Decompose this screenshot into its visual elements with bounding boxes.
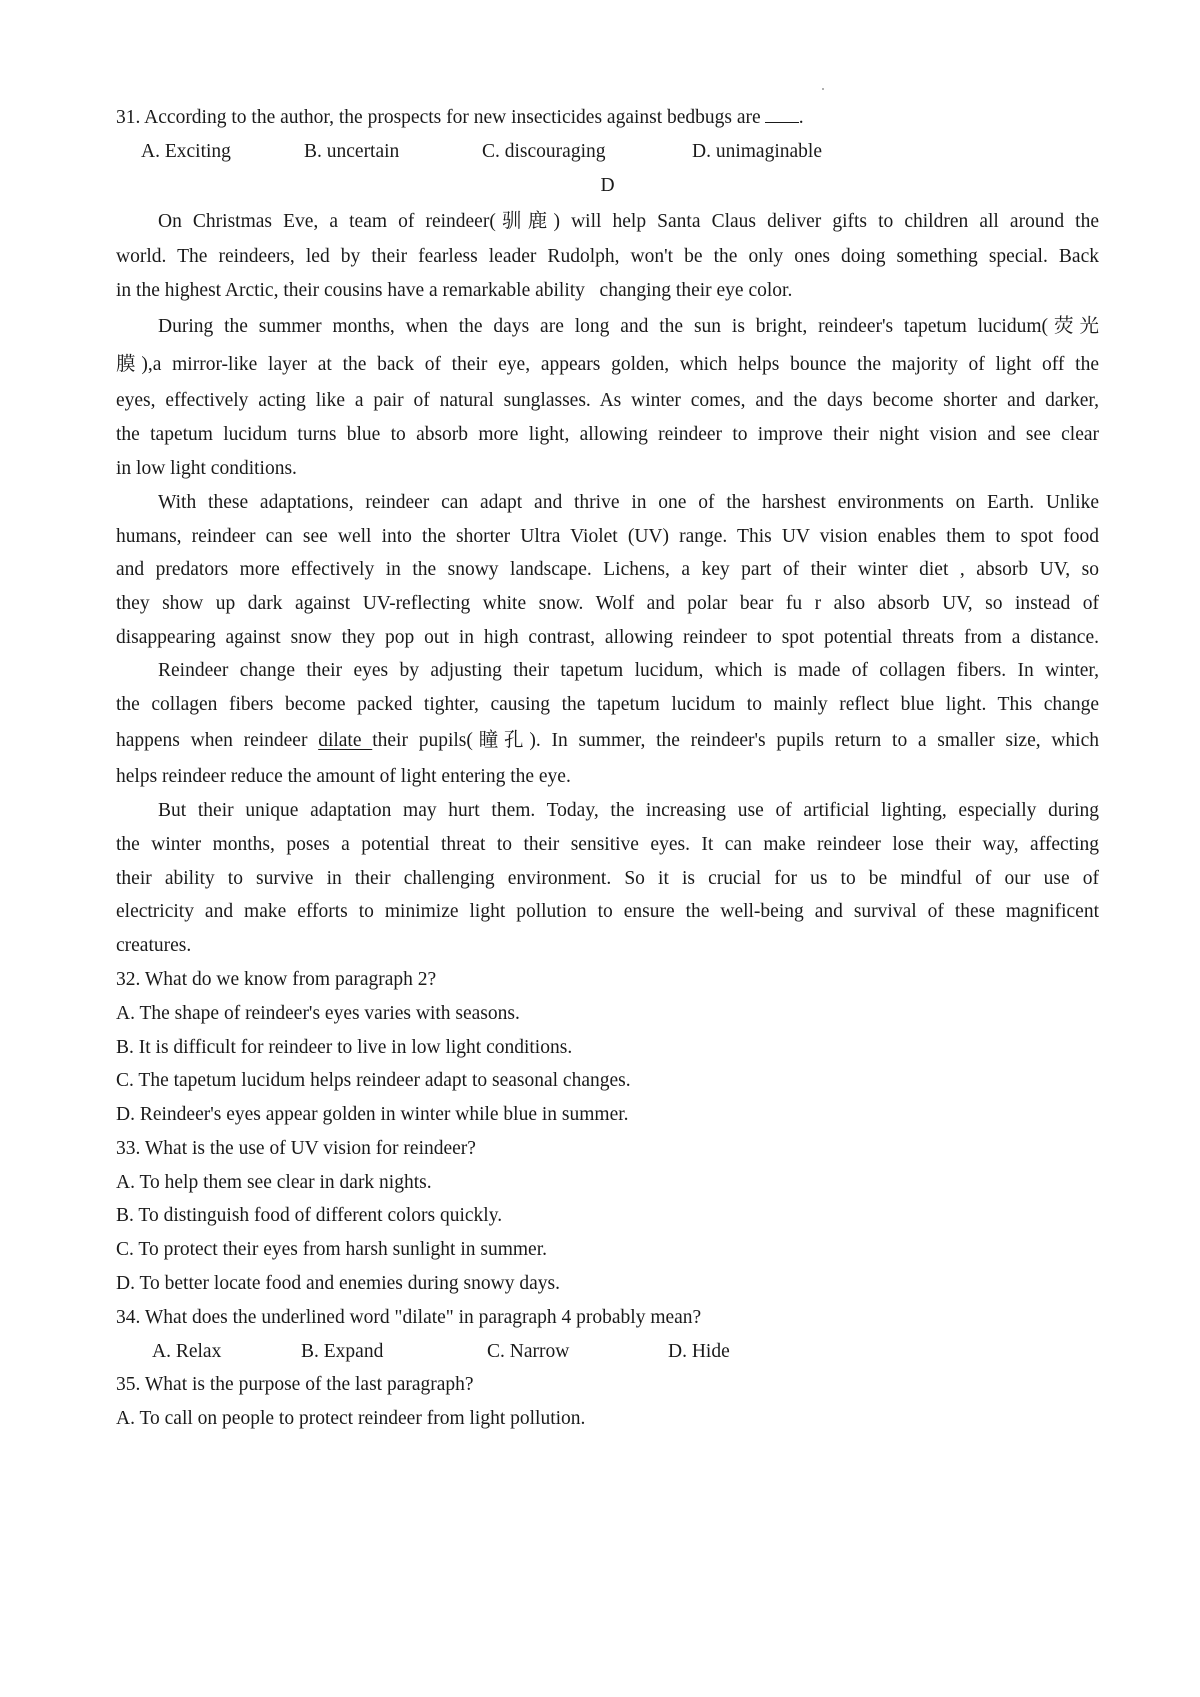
q34-option-d: D. Hide xyxy=(668,1341,730,1362)
question-34: 34. What does the underlined word "dilate" in paragraph 4 probably mean? xyxy=(116,1307,702,1328)
q31-option-d: D. unimaginable xyxy=(692,141,822,162)
q34-option-b: B. Expand xyxy=(301,1341,384,1362)
underlined-word-dilate: dilate xyxy=(318,730,373,751)
paragraph-4-line xyxy=(116,729,1099,753)
q35-option-a: A. To call on people to protect reindeer from light pollution. xyxy=(116,1408,586,1429)
paragraph-4-text: their pupils(瞳孔). In summer, the reindeer's pupils return to a smaller size, which xyxy=(372,730,1099,751)
paragraph-5-line: their ability to survive in their challenging environment. So it is crucial for us to be mindful of our use of xyxy=(116,868,1099,889)
question-32: 32. What do we know from paragraph 2? xyxy=(116,969,437,990)
question-31 xyxy=(116,106,1099,130)
paragraph-2-line: eyes, effectively acting like a pair of natural sunglasses. As winter comes, and the days become shorter and darker, xyxy=(116,390,1099,411)
paragraph-3-line: and predators more effectively in the snowy landscape. Lichens, a key part of their winter diet , absorb UV, so xyxy=(116,559,1099,580)
paragraph-2-line: the tapetum lucidum turns blue to absorb more light, allowing reindeer to improve their night vision and see clear xyxy=(116,424,1099,445)
question-33: 33. What is the use of UV vision for reindeer? xyxy=(116,1138,476,1159)
section-label: D xyxy=(600,175,615,196)
paragraph-5-line: the winter months, poses a potential threat to their sensitive eyes. It can make reindeer lose their way, affecting xyxy=(116,834,1099,855)
paragraph-3-line: they show up dark against UV-reflecting white snow. Wolf and polar bear fu r also absorb UV, so instead of xyxy=(116,593,1099,614)
q34-option-a: A. Relax xyxy=(152,1341,222,1362)
q31-option-a: A. Exciting xyxy=(141,141,231,162)
paragraph-4-line: Reindeer change their eyes by adjusting their tapetum lucidum, which is made of collagen fibers. In winter, xyxy=(158,660,1099,681)
answer-blank xyxy=(765,106,799,123)
paragraph-1-line: in the highest Arctic, their cousins have a remarkable ability changing their eye color. xyxy=(116,280,793,301)
question-31-text: 31. According to the author, the prospects for new insecticides against bedbugs are xyxy=(116,107,761,128)
q32-option-d: D. Reindeer's eyes appear golden in winter while blue in summer. xyxy=(116,1104,629,1125)
q34-option-c: C. Narrow xyxy=(487,1341,570,1362)
question-31-end: . xyxy=(798,107,804,128)
q32-option-c: C. The tapetum lucidum helps reindeer adapt to seasonal changes. xyxy=(116,1070,631,1091)
q33-option-d: D. To better locate food and enemies during snowy days. xyxy=(116,1273,560,1294)
paragraph-5-line: creatures. xyxy=(116,935,192,956)
q31-option-b: B. uncertain xyxy=(304,141,400,162)
paragraph-5-line: electricity and make efforts to minimize light pollution to ensure the well-being and survival of these magnificent xyxy=(116,901,1099,922)
paragraph-2-line: in low light conditions. xyxy=(116,458,297,479)
q33-option-b: B. To distinguish food of different colors quickly. xyxy=(116,1205,503,1226)
paragraph-3-line: With these adaptations, reindeer can adapt and thrive in one of the harshest environments on Earth. Unlike xyxy=(158,492,1099,513)
paragraph-2-line: 膜),a mirror-like layer at the back of their eye, appears golden, which helps bounce the majority of light off the xyxy=(116,354,1099,375)
question-35: 35. What is the purpose of the last paragraph? xyxy=(116,1374,474,1395)
paragraph-4-text: happens when reindeer xyxy=(116,730,319,751)
scan-speck xyxy=(822,88,824,90)
paragraph-4-line: helps reindeer reduce the amount of light entering the eye. xyxy=(116,766,571,787)
q32-option-b: B. It is difficult for reindeer to live in low light conditions. xyxy=(116,1037,573,1058)
paragraph-2-line: During the summer months, when the days are long and the sun is bright, reindeer's tapetum lucidum(荧光 xyxy=(158,316,1099,337)
paragraph-1-line: world. The reindeers, led by their fearless leader Rudolph, won't be the only ones doing something special. Back xyxy=(116,246,1099,267)
q31-option-c: C. discouraging xyxy=(482,141,606,162)
paragraph-3-line: humans, reindeer can see well into the shorter Ultra Violet (UV) range. This UV vision enables them to spot food xyxy=(116,526,1099,547)
paragraph-4-line: the collagen fibers become packed tighter, causing the tapetum lucidum to mainly reflect blue light. This change xyxy=(116,694,1099,715)
q33-option-c: C. To protect their eyes from harsh sunlight in summer. xyxy=(116,1239,547,1260)
paragraph-1-line: On Christmas Eve, a team of reindeer(驯鹿) will help Santa Claus deliver gifts to children all around the xyxy=(158,211,1099,232)
q32-option-a: A. The shape of reindeer's eyes varies with seasons. xyxy=(116,1003,520,1024)
q33-option-a: A. To help them see clear in dark nights. xyxy=(116,1172,432,1193)
paragraph-3-line: disappearing against snow they pop out in high contrast, allowing reindeer to spot potential threats from a distance. xyxy=(116,627,1099,648)
paragraph-5-line: But their unique adaptation may hurt them. Today, the increasing use of artificial lighting, especially during xyxy=(158,800,1099,821)
